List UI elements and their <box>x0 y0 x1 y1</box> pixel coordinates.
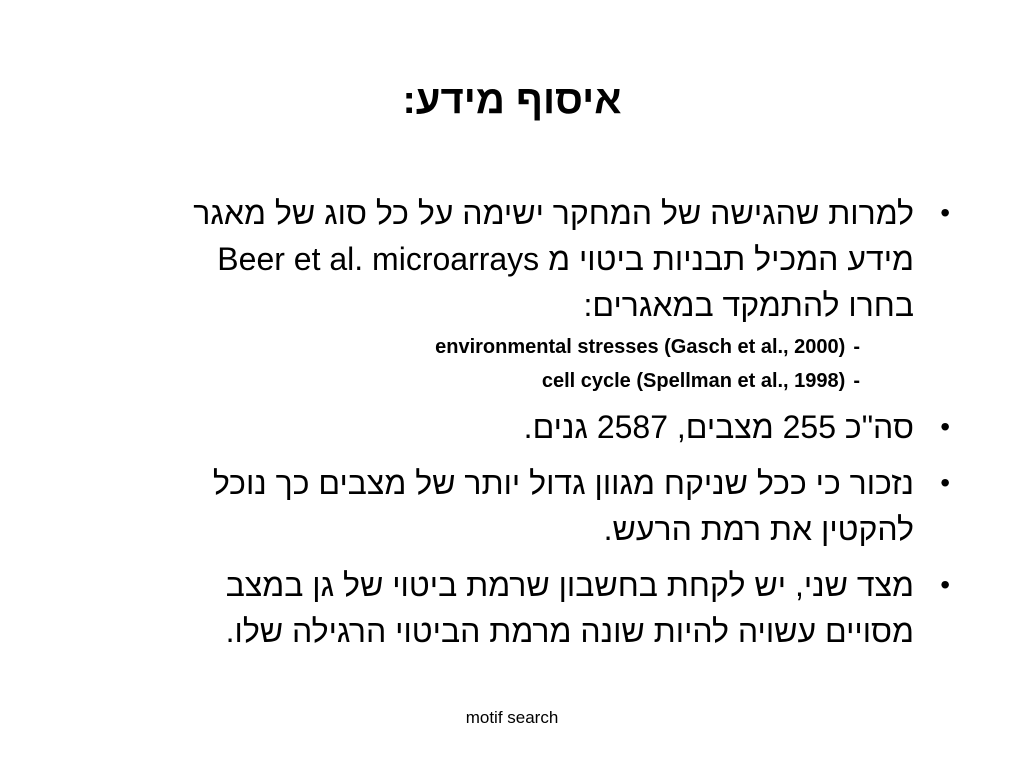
bullet-3-line-2: להקטין את רמת הרעש. <box>603 511 914 547</box>
slide-content <box>80 190 950 654</box>
bullet-1-line-2 <box>80 236 914 282</box>
bullet-dot: • <box>940 197 950 228</box>
bullet-1-line-3: בחרו להתמקד במאגרים: <box>583 287 914 323</box>
bullet-item-1 <box>80 190 950 328</box>
bullet-1-line-2-hebrew: מידע המכיל תבניות ביטוי מ <box>548 241 914 277</box>
sub-list <box>80 330 950 398</box>
bullet-item-3 <box>80 460 950 552</box>
bullet-4-line-1: מצד שני, יש לקחת בחשבון שרמת ביטוי של גן במצב <box>225 567 914 603</box>
slide-footer: motif search <box>465 708 559 727</box>
sub-item-1 <box>80 330 860 364</box>
bullet-3-line-1: נזכור כי ככל שניקח מגוון גדול יותר של מצבים כך נוכל <box>212 465 914 501</box>
sub-item-text: environmental stresses (Gasch et al., 2000) <box>435 336 846 358</box>
bullet-item-4 <box>80 562 950 654</box>
bullet-dot: • <box>940 569 950 600</box>
slide-title: איסוף מידע: <box>402 78 622 122</box>
bullet-dot: • <box>940 467 950 498</box>
bullet-1-line-1: למרות שהגישה של המחקר ישימה על כל סוג של מאגר <box>193 195 914 231</box>
sub-item-dash: - <box>853 370 860 392</box>
bullet-dot: • <box>940 411 950 442</box>
sub-item-2 <box>80 364 860 398</box>
bullet-2-text: סה"כ 255 מצבים, 2587 גנים. <box>523 409 914 445</box>
sub-item-dash: - <box>853 336 860 358</box>
bullet-1-line-2-english: Beer et al. microarrays <box>217 241 540 277</box>
sub-item-text: cell cycle (Spellman et al., 1998) <box>541 370 846 392</box>
bullet-4-line-2: מסויים עשויה להיות שונה מרמת הביטוי הרגילה שלו. <box>225 613 914 649</box>
bullet-item-2 <box>80 404 950 450</box>
